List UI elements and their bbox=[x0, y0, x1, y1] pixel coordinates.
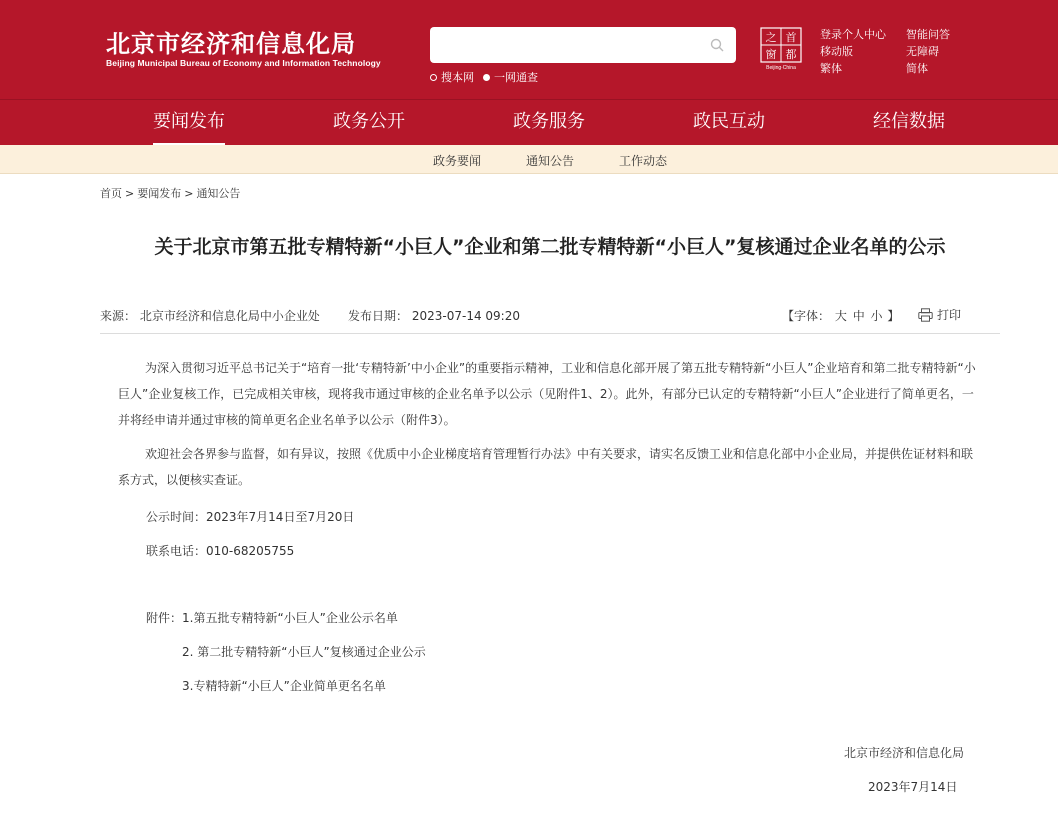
breadcrumb-separator: > bbox=[184, 187, 194, 200]
attachments-label: 附件： bbox=[146, 611, 183, 625]
font-size-medium[interactable]: 中 bbox=[852, 309, 865, 323]
login-link[interactable]: 登录个人中心 bbox=[820, 28, 886, 41]
capital-window-seal-icon[interactable] bbox=[760, 27, 802, 71]
font-size-control bbox=[782, 307, 899, 324]
attachment-link[interactable]: 3.专精特新“小巨人”企业简单更名名单 bbox=[182, 679, 386, 693]
publicity-time: 公示时间：2023年7月14日至7月20日 bbox=[146, 510, 355, 524]
article-date bbox=[348, 307, 520, 324]
scope-option-label: 搜本网 bbox=[441, 71, 474, 84]
top-links-left bbox=[820, 26, 886, 77]
nav-item-gov-service[interactable]: 政务服务 bbox=[513, 111, 585, 132]
font-size-large[interactable]: 大 bbox=[834, 309, 847, 323]
smart-qa-link[interactable]: 智能问答 bbox=[906, 28, 950, 41]
site-logo-english: Beijing Municipal Bureau of Economy and Information Technology bbox=[106, 58, 381, 68]
main-nav bbox=[0, 100, 1058, 145]
breadcrumb-notices[interactable]: 通知公告 bbox=[196, 187, 241, 200]
scope-option-label: 一网通查 bbox=[494, 71, 538, 84]
seal-char: 都 bbox=[785, 48, 797, 61]
source-value: 北京市经济和信息化局中小企业处 bbox=[139, 309, 320, 323]
nav-item-interaction[interactable]: 政民互动 bbox=[693, 111, 765, 132]
radio-empty-icon bbox=[430, 74, 437, 81]
seal-char: 之 bbox=[765, 31, 777, 44]
article-title: 关于北京市第五批专精特新“小巨人”企业和第二批专精特新“小巨人”复核通过企业名单的公示 bbox=[154, 236, 946, 258]
radio-filled-icon bbox=[483, 74, 490, 81]
accessibility-link[interactable]: 无障碍 bbox=[906, 45, 939, 58]
simplified-chinese-link[interactable]: 简体 bbox=[906, 62, 928, 75]
mobile-version-link[interactable]: 移动版 bbox=[820, 45, 853, 58]
printer-icon bbox=[918, 308, 933, 322]
site-header bbox=[0, 0, 1058, 100]
seal-caption: Beijing·China bbox=[766, 65, 796, 71]
traditional-chinese-link[interactable]: 繁体 bbox=[820, 62, 842, 75]
article-paragraph: 为深入贯彻习近平总书记关于“培育一批‘专精特新’中小企业”的重要指示精神，工业和信息化部开展了第五批专精特新“小巨人”企业培育和第二批专精特新“小巨人”企业复核工作，已完成相关审核，现将我市通过审核的企业名单予以公示（见附件1、2）。此外，有部分已认定的专精特新“小巨人”企业进行了简单更名，一并将经申请并通过审核的简单更名企业名单予以公示（附件3）。 bbox=[118, 361, 976, 427]
search-box bbox=[430, 27, 736, 63]
nav-item-data[interactable]: 经信数据 bbox=[873, 111, 945, 132]
sub-nav-gov-news[interactable]: 政务要闻 bbox=[433, 154, 482, 168]
sub-nav bbox=[0, 145, 1058, 174]
signature-org: 北京市经济和信息化局 bbox=[844, 746, 965, 760]
print-button[interactable] bbox=[918, 306, 961, 323]
site-logo-chinese[interactable]: 北京市经济和信息化局 bbox=[106, 30, 356, 58]
attachment-link[interactable]: 2. 第二批专精特新“小巨人”复核通过企业公示 bbox=[182, 645, 426, 659]
breadcrumb-home[interactable]: 首页 bbox=[100, 187, 122, 200]
article-paragraph: 欢迎社会各界参与监督，如有异议，按照《优质中小企业梯度培育管理暂行办法》中有关要求，请实名反馈工业和信息化部中小企业局，并提供佐证材料和联系方式，以便核实查证。 bbox=[118, 447, 974, 487]
scope-option-site[interactable] bbox=[430, 69, 474, 85]
contact-phone: 联系电话：010-68205755 bbox=[146, 544, 295, 558]
attachment-link[interactable]: 1.第五批专精特新“小巨人”企业公示名单 bbox=[182, 611, 398, 625]
nav-item-news[interactable]: 要闻发布 bbox=[153, 100, 225, 145]
font-size-small[interactable]: 小 bbox=[870, 309, 883, 323]
date-label: 发布日期： bbox=[348, 309, 409, 323]
search-input[interactable] bbox=[440, 33, 700, 57]
article-source bbox=[100, 307, 320, 324]
top-links-right bbox=[906, 26, 950, 77]
date-value: 2023-07-14 09:20 bbox=[411, 309, 520, 323]
breadcrumb bbox=[100, 185, 240, 201]
scope-option-all[interactable] bbox=[483, 69, 538, 85]
print-label: 打印 bbox=[937, 308, 962, 322]
meta-divider bbox=[100, 333, 1000, 334]
font-size-label-close: 】 bbox=[887, 309, 900, 323]
font-size-label: 【字体： bbox=[782, 309, 831, 323]
source-label: 来源： bbox=[100, 309, 137, 323]
seal-char: 首 bbox=[785, 31, 797, 44]
search-icon[interactable] bbox=[710, 38, 724, 52]
nav-item-gov-open[interactable]: 政务公开 bbox=[333, 111, 405, 132]
breadcrumb-separator: > bbox=[125, 187, 135, 200]
seal-char: 窗 bbox=[765, 48, 777, 61]
signature-date: 2023年7月14日 bbox=[868, 780, 958, 794]
breadcrumb-news[interactable]: 要闻发布 bbox=[137, 187, 182, 200]
sub-nav-notices[interactable]: 通知公告 bbox=[526, 154, 575, 168]
sub-nav-work-updates[interactable]: 工作动态 bbox=[619, 154, 668, 168]
